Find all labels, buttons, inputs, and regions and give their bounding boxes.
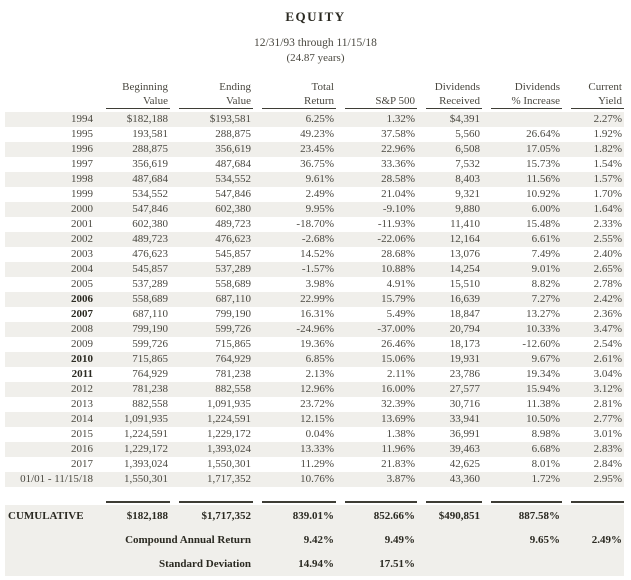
row-year-label: 1997 [71,158,93,170]
row-cell: 16.31% [300,308,334,320]
row-cell: 49.23% [300,128,334,140]
row-cell: 15.79% [381,293,415,305]
row-cell: 8,403 [455,173,480,185]
row-cell: 2.83% [593,443,622,455]
report-period: 12/31/93 through 11/15/18 [254,37,377,49]
row-cell: 13.27% [526,308,560,320]
row-cell: 1.57% [593,173,622,185]
row-year-label: 2016 [71,443,93,455]
row-cell: 15.06% [381,353,415,365]
row-cell: 1,393,024 [207,443,251,455]
column-rule [262,501,336,503]
row-cell: 1.32% [386,113,415,125]
row-cell: -18.70% [296,218,334,230]
row-cell: 9.01% [531,263,560,275]
row-year-label: 1995 [71,128,93,140]
table-body [5,112,624,487]
table-row [5,382,624,397]
column-rule [571,501,624,503]
table-row [5,217,624,232]
row-cell: 2.11% [386,368,415,380]
row-year-label: 2008 [71,323,93,335]
column-rule [491,501,562,503]
row-cell: 6.85% [305,353,334,365]
row-cell: 2.77% [593,413,622,425]
row-cell: 43,360 [449,473,480,485]
row-cell: 1,229,172 [207,428,251,440]
row-cell: 2.33% [593,218,622,230]
row-cell: 6,508 [455,143,480,155]
standard-deviation-cell [562,553,624,576]
column-rule [345,501,417,503]
table-row [5,157,624,172]
row-cell: 1,091,935 [124,413,168,425]
row-cell: 37.58% [381,128,415,140]
row-cell: 781,238 [132,383,168,395]
row-cell: 28.58% [381,173,415,185]
row-cell: 21.83% [381,458,415,470]
table-row [5,277,624,292]
row-cell: -11.93% [377,218,415,230]
row-year-label: 2002 [71,233,93,245]
row-cell: 3.47% [593,323,622,335]
column-header [262,80,336,109]
row-cell: 1.64% [593,203,622,215]
table-row [5,187,624,202]
row-cell: 2.49% [305,188,334,200]
row-cell: 18,173 [449,338,480,350]
row-cell: 7.27% [531,293,560,305]
row-cell: 23.45% [300,143,334,155]
row-cell: 1,393,024 [124,458,168,470]
row-cell: 799,190 [132,323,168,335]
row-cell: 487,684 [132,173,168,185]
row-cell: 1.38% [386,428,415,440]
row-cell: 9.95% [305,203,334,215]
row-cell: 10.76% [300,473,334,485]
row-cell: 8.82% [531,278,560,290]
row-cell: 4.91% [386,278,415,290]
standard-deviation-cell [482,553,562,576]
column-header [426,80,482,109]
column-rule [106,501,170,503]
row-cell: 2.61% [593,353,622,365]
compound-return-cell: 2.49% [591,534,622,546]
row-cell: 0.04% [305,428,334,440]
cumulative-cell: $490,851 [438,510,480,522]
standard-deviation-cell: 14.94% [298,558,334,570]
row-cell: 547,846 [215,188,251,200]
column-header [179,80,253,109]
row-cell: 3.12% [593,383,622,395]
row-cell: 22.99% [300,293,334,305]
row-cell: 6.68% [531,443,560,455]
row-cell: 13.33% [300,443,334,455]
standard-deviation-cell [417,553,482,576]
table-row [5,352,624,367]
row-year-label: 1999 [71,188,93,200]
column-header-line2: Value [142,95,168,107]
row-cell: 33.36% [381,158,415,170]
row-year-label: 01/01 - 11/15/18 [20,473,93,485]
row-cell: 3.04% [593,368,622,380]
row-cell: 489,723 [132,233,168,245]
column-header [345,80,417,109]
row-cell: 799,190 [215,308,251,320]
row-cell: 1.54% [593,158,622,170]
row-cell: 489,723 [215,218,251,230]
row-year-label: 1998 [71,173,93,185]
row-cell: 14.52% [300,248,334,260]
row-year-label: 2010 [71,353,93,365]
column-header-line1: Dividends [514,81,560,93]
row-cell: 23,786 [449,368,480,380]
table-row [5,307,624,322]
cumulative-row [5,505,624,527]
row-cell: 15.94% [526,383,560,395]
standard-deviation-row [5,553,624,576]
row-cell: 2.54% [593,338,622,350]
row-cell: 534,552 [215,173,251,185]
compound-return-cell: 9.65% [529,534,560,546]
column-header-line2: Received [439,95,480,107]
cumulative-cell: 839.01% [292,510,334,522]
column-header-line1: Current [588,81,622,93]
table-row [5,457,624,472]
column-header-line2 [5,94,95,108]
row-cell: 599,726 [215,323,251,335]
row-cell: -24.96% [296,323,334,335]
cumulative-label: CUMULATIVE [8,510,84,522]
row-cell: 6.61% [531,233,560,245]
row-cell [482,112,562,127]
row-cell: 18,847 [449,308,480,320]
row-cell: 781,238 [215,368,251,380]
row-cell: 764,929 [132,368,168,380]
row-cell: 558,689 [215,278,251,290]
row-cell: 715,865 [132,353,168,365]
row-cell: 602,380 [215,203,251,215]
table-row [5,337,624,352]
row-year-label: 2001 [71,218,93,230]
compound-return-cell [417,527,482,553]
standard-deviation-label: Standard Deviation [159,558,251,570]
row-cell: 5.49% [386,308,415,320]
row-cell: 16,639 [449,293,480,305]
row-year-label: 2005 [71,278,93,290]
row-cell: $193,581 [209,113,251,125]
cumulative-cell: 852.66% [373,510,415,522]
row-cell: 10.92% [526,188,560,200]
cumulative-divider-rules [5,501,624,503]
row-cell: 15.48% [526,218,560,230]
row-cell: 1,550,301 [124,473,168,485]
row-cell: 2.42% [593,293,622,305]
row-cell: 9.67% [531,353,560,365]
row-cell: 26.46% [381,338,415,350]
row-cell: 7.49% [531,248,560,260]
compound-return-cell: 9.49% [384,534,415,546]
row-cell: 1,224,591 [124,428,168,440]
cumulative-cell: 887.58% [518,510,560,522]
column-header-line1: Dividends [434,81,480,93]
row-cell: 545,857 [132,263,168,275]
row-cell: 356,619 [215,143,251,155]
row-cell: 3.98% [305,278,334,290]
compound-annual-return-row [5,527,624,553]
column-header-line2: Yield [598,95,622,107]
row-cell: 193,581 [132,128,168,140]
row-cell: 2.65% [593,263,622,275]
column-header-line2: % Increase [511,95,560,107]
row-year-label: 2012 [71,383,93,395]
row-cell: 17.05% [526,143,560,155]
row-cell: 12.15% [300,413,334,425]
row-cell: 7,532 [455,158,480,170]
row-cell: 15,510 [449,278,480,290]
table-row [5,127,624,142]
row-cell: 2.27% [593,113,622,125]
column-header-line1: Ending [219,81,251,93]
row-year-label: 2000 [71,203,93,215]
compound-return-cell: 9.42% [303,534,334,546]
row-cell: 715,865 [215,338,251,350]
table-header [5,80,624,109]
row-cell: 5,560 [455,128,480,140]
column-header-line2: Value [225,95,251,107]
row-cell: 20,794 [449,323,480,335]
row-cell: 15.73% [526,158,560,170]
table-row [5,112,624,127]
row-cell: 288,875 [215,128,251,140]
row-cell: 537,289 [132,278,168,290]
row-cell: 11.29% [300,458,334,470]
row-cell: 11,410 [450,218,480,230]
row-cell: 13,076 [449,248,480,260]
row-cell: 6.00% [531,203,560,215]
column-header-line1: Total [311,81,334,93]
column-header [571,80,624,109]
row-cell: 42,625 [449,458,480,470]
column-header-line1 [345,80,415,94]
row-cell: 476,623 [132,248,168,260]
row-cell: 1,224,591 [207,413,251,425]
row-cell: $4,391 [449,113,480,125]
row-cell: 14,254 [449,263,480,275]
row-cell: 9,321 [455,188,480,200]
row-cell: $182,188 [126,113,168,125]
row-cell: 534,552 [132,188,168,200]
row-year-label: 2007 [71,308,93,320]
row-cell: 3.87% [386,473,415,485]
summary-block [5,505,624,576]
row-cell: 2.55% [593,233,622,245]
row-cell: 11.56% [526,173,560,185]
row-cell: 356,619 [132,158,168,170]
row-year-label: 2006 [71,293,93,305]
row-cell: 1.70% [593,188,622,200]
row-cell: 11.38% [526,398,560,410]
row-year-label: 1994 [71,113,93,125]
table-row [5,262,624,277]
row-cell: 537,289 [215,263,251,275]
row-cell: 2.81% [593,398,622,410]
table-row [5,427,624,442]
cumulative-cell: $1,717,352 [201,510,251,522]
row-cell: -1.57% [301,263,334,275]
row-cell: 22.96% [381,143,415,155]
cumulative-cell [562,505,624,527]
row-cell: 9,880 [455,203,480,215]
rule-spacer [5,501,97,503]
column-header [106,80,170,109]
row-cell: 36,991 [449,428,480,440]
row-cell: 23.72% [300,398,334,410]
table-row [5,322,624,337]
row-cell: 1,091,935 [207,398,251,410]
row-cell: -9.10% [382,203,415,215]
row-cell: 1,717,352 [207,473,251,485]
report-duration: (24.87 years) [286,52,345,64]
row-cell: 288,875 [132,143,168,155]
row-year-label: 2011 [71,368,93,380]
column-header-line1 [5,80,95,94]
row-year-label: 2004 [71,263,93,275]
row-cell: 33,941 [449,413,480,425]
row-cell: 2.36% [593,308,622,320]
row-cell: 2.13% [305,368,334,380]
row-cell: 19,931 [449,353,480,365]
row-cell: 10.50% [526,413,560,425]
row-cell: 1,229,172 [124,443,168,455]
row-cell: 8.01% [531,458,560,470]
row-cell: 6.25% [305,113,334,125]
table-row [5,472,624,487]
row-cell: 8.98% [531,428,560,440]
row-cell: 19.36% [300,338,334,350]
row-year-label: 2015 [71,428,93,440]
row-cell: 2.95% [593,473,622,485]
column-header-line2: S&P 500 [375,95,415,107]
table-row [5,247,624,262]
column-header-line2: Return [304,95,334,107]
row-cell: 10.33% [526,323,560,335]
row-cell: -37.00% [377,323,415,335]
row-cell: 10.88% [381,263,415,275]
row-cell: 602,380 [132,218,168,230]
row-year-label: 2009 [71,338,93,350]
row-cell: 882,558 [132,398,168,410]
table-row [5,442,624,457]
row-cell: 26.64% [526,128,560,140]
row-year-label: 2014 [71,413,93,425]
row-cell: 545,857 [215,248,251,260]
row-cell: 27,577 [449,383,480,395]
row-cell: 3.01% [593,428,622,440]
row-cell: -22.06% [377,233,415,245]
row-cell: 882,558 [215,383,251,395]
row-year-label: 1996 [71,143,93,155]
row-cell: 487,684 [215,158,251,170]
row-cell: 9.61% [305,173,334,185]
table-row [5,172,624,187]
row-cell: 12.96% [300,383,334,395]
table-row [5,397,624,412]
row-cell: 39,463 [449,443,480,455]
row-cell: -2.68% [301,233,334,245]
row-cell: 2.78% [593,278,622,290]
table-row [5,202,624,217]
column-rule [179,501,253,503]
row-cell: 19.34% [526,368,560,380]
column-rule [426,501,482,503]
row-cell: 558,689 [132,293,168,305]
row-cell: 687,110 [215,293,251,305]
row-cell: 21.04% [381,188,415,200]
row-cell: 1,550,301 [207,458,251,470]
cumulative-cell: $182,188 [126,510,168,522]
row-cell: 12,164 [449,233,480,245]
row-cell: 547,846 [132,203,168,215]
table-row [5,232,624,247]
standard-deviation-cell: 17.51% [379,558,415,570]
row-cell: 599,726 [132,338,168,350]
row-cell: -12.60% [522,338,560,350]
row-cell: 13.69% [381,413,415,425]
column-header-line1: Beginning [122,81,168,93]
table-row [5,367,624,382]
row-cell: 1.72% [531,473,560,485]
row-year-label: 2017 [71,458,93,470]
table-row [5,412,624,427]
page-title: EQUITY [285,9,346,24]
row-cell: 1.92% [593,128,622,140]
row-cell: 1.82% [593,143,622,155]
row-cell: 476,623 [215,233,251,245]
row-cell: 16.00% [381,383,415,395]
row-cell: 764,929 [215,353,251,365]
row-cell: 32.39% [381,398,415,410]
row-cell: 36.75% [300,158,334,170]
row-cell: 2.84% [593,458,622,470]
column-header [491,80,562,109]
table-row [5,292,624,307]
header-spacer [5,80,97,109]
row-cell: 28.68% [381,248,415,260]
table-row [5,142,624,157]
compound-return-label: Compound Annual Return [125,534,251,546]
row-cell: 687,110 [132,308,168,320]
row-cell: 30,716 [449,398,480,410]
row-cell: 11.96% [381,443,415,455]
row-year-label: 2003 [71,248,93,260]
row-cell: 2.40% [593,248,622,260]
row-year-label: 2013 [71,398,93,410]
